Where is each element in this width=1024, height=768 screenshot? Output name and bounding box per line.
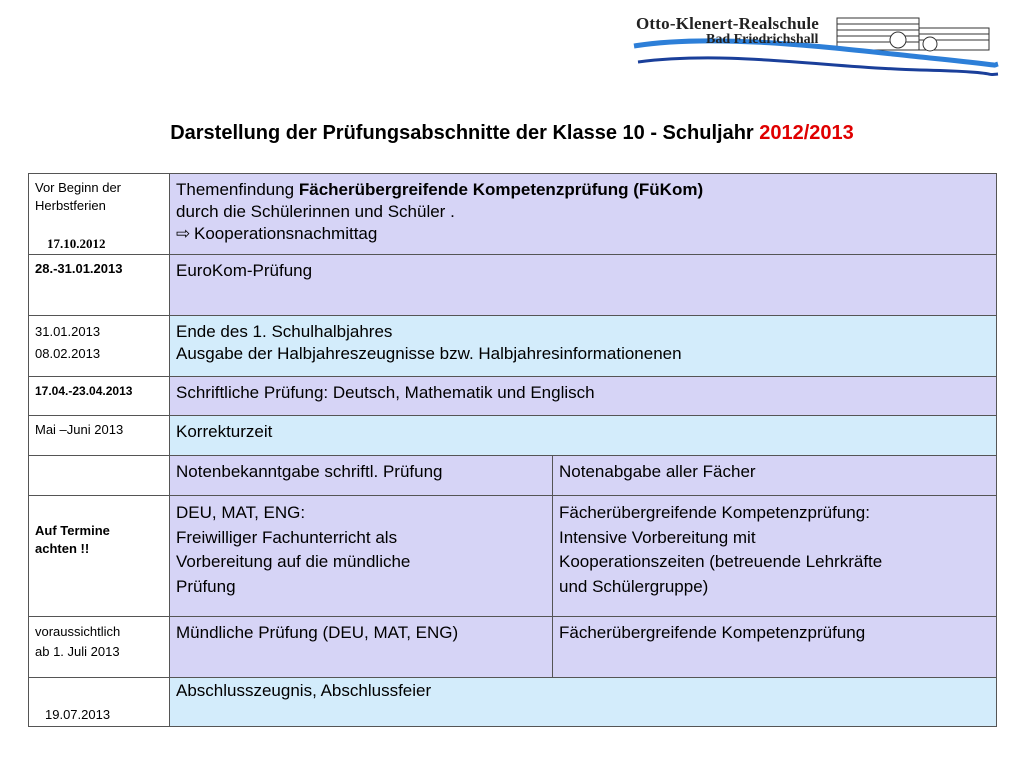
row-2-text: EuroKom-Prüfung	[169, 254, 997, 316]
row-3-text	[169, 315, 997, 377]
row-7-right-line1: Fächerübergreifende Kompetenzprüfung:	[559, 503, 870, 522]
row-1-text	[169, 173, 997, 255]
row-3-label	[28, 315, 170, 377]
row-7-left-line4: Prüfung	[176, 576, 236, 596]
row-1-text-plain: Themenfindung	[176, 180, 299, 199]
row-8-label-line2: ab 1. Juli 2013	[35, 644, 120, 659]
row-7-left-line1: DEU, MAT, ENG:	[176, 503, 306, 522]
row-3-label-line1: 31.01.2013	[35, 324, 101, 339]
row-8-label	[28, 616, 170, 678]
title-main: Darstellung der Prüfungsabschnitte der Klasse 10 - Schuljahr	[170, 122, 760, 144]
row-6-left: Notenbekanntgabe schriftl. Prüfung	[169, 455, 553, 496]
row-7-left-line2: Freiwilliger Fachunterricht als	[176, 527, 398, 547]
row-7-right-line3: Kooperationszeiten (betreuende Lehrkräfte	[559, 552, 883, 571]
row-1-text-line2: durch die Schülerinnen und Schüler .	[176, 202, 455, 221]
row-7-right	[552, 495, 997, 617]
row-6-right: Notenabgabe aller Fächer	[552, 455, 997, 496]
row-8-label-line1: voraussichtlich	[35, 624, 121, 639]
row-1-label	[28, 173, 170, 255]
row-3-text-line2: Ausgabe der Halbjahreszeugnisse bzw. Halbjahresinformationenen	[176, 344, 682, 363]
row-7-label	[28, 495, 170, 617]
row-3-label-line2: 08.02.2013	[35, 346, 101, 361]
row-5-label: Mai –Juni 2013	[28, 415, 170, 456]
row-9-date: 19.07.2013	[45, 707, 111, 722]
row-7-left-line3: Vorbereitung auf die mündliche	[176, 552, 411, 571]
row-8-left: Mündliche Prüfung (DEU, MAT, ENG)	[169, 616, 553, 678]
row-1-date: 17.10.2012	[47, 236, 106, 251]
school-name: Otto-Klenert-Realschule	[636, 14, 820, 33]
row-7-left	[169, 495, 553, 617]
row-1-label-line1: Vor Beginn der	[35, 180, 122, 195]
row-5-text: Korrekturzeit	[169, 415, 997, 456]
row-4-text: Schriftliche Prüfung: Deutsch, Mathematik und Englisch	[169, 376, 997, 416]
arrow-right-icon: ⇨	[176, 224, 191, 243]
row-4-label: 17.04.-23.04.2013	[28, 376, 170, 416]
page-title	[0, 122, 1024, 145]
row-3-text-line1: Ende des 1. Schulhalbjahres	[176, 322, 393, 341]
row-8-right: Fächerübergreifende Kompetenzprüfung	[552, 616, 997, 678]
row-1-text-line3: Kooperationsnachmittag	[194, 224, 378, 243]
row-2-label: 28.-31.01.2013	[28, 254, 170, 316]
row-7-label-line1: Auf Termine	[35, 523, 110, 538]
row-1-text-bold: Fächerübergreifende Kompetenzprüfung (FüKom)	[298, 180, 704, 199]
row-9-text: Abschlusszeugnis, Abschlussfeier	[169, 677, 997, 727]
row-7-right-line2: Intensive Vorbereitung mit	[559, 527, 756, 547]
school-town: Bad Friedrichshall	[706, 32, 819, 47]
row-6-label	[28, 455, 170, 496]
row-1-label-line2: Herbstferien	[35, 198, 106, 213]
row-7-label-line2: achten !!	[35, 541, 90, 556]
row-9-label	[28, 677, 170, 727]
school-logo	[630, 6, 1000, 86]
title-year: 2012/2013	[759, 122, 854, 144]
row-7-right-line4: und Schülergruppe)	[559, 576, 709, 596]
